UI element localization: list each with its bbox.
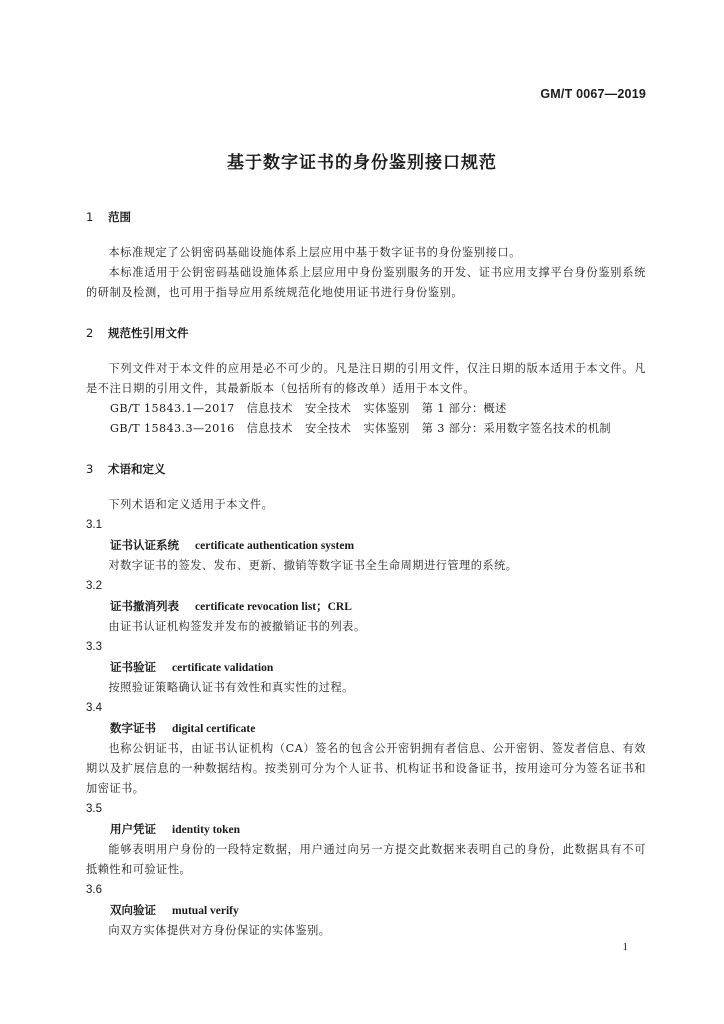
term-entry: [86, 900, 646, 921]
term-number: 3.4: [86, 702, 102, 714]
term-number: 3.2: [86, 580, 102, 592]
term-number: 3.6: [86, 884, 102, 896]
term-zh: 证书验证: [110, 660, 156, 674]
reference-code: GB/T 15843.3—2016: [110, 422, 235, 435]
reference-part: 第 1 部分：概述: [421, 402, 507, 415]
section-heading-normative-references: [86, 323, 646, 343]
term-en: identity token: [172, 824, 241, 836]
term-zh: 证书撤消列表: [110, 599, 179, 613]
paragraph: 本标准规定了公钥密码基础设施体系上层应用中基于数字证书的身份鉴别接口。: [108, 246, 521, 259]
term-number: 3.5: [86, 803, 102, 815]
section-heading-scope: [86, 207, 646, 227]
term-zh: 证书认证系统: [110, 538, 179, 552]
document-body: [86, 207, 646, 941]
reference-part: 信息技术: [246, 402, 294, 415]
reference-item: [86, 399, 646, 419]
term-en: certificate revocation list；CRL: [195, 601, 352, 613]
reference-part: 第 3 部分：采用数字签名技术的机制: [421, 422, 611, 435]
term-number: 3.1: [86, 519, 102, 531]
term-definition: 能够表明用户身份的一段特定数据，用户通过向另一方提交此数据来表明自己的身份，此数据具有不可抵赖性和可验证性。: [86, 843, 646, 876]
term-number: 3.3: [86, 641, 102, 653]
term-definition: 也称公钥证书，由证书认证机构（CA）签名的包含公开密钥拥有者信息、公开密钥、签发者信息、有效期以及扩展信息的一种数据结构。按类别可分为个人证书、机构证书和设备证书，按用途可分为签名证书和加密证书。: [86, 742, 646, 795]
reference-part: 实体鉴别: [363, 402, 410, 415]
term-entry: [86, 535, 646, 556]
reference-part: 实体鉴别: [363, 422, 410, 435]
term-definition: 对数字证书的签发、发布、更新、撤销等数字证书全生命周期进行管理的系统。: [108, 559, 518, 572]
reference-part: 信息技术: [246, 422, 294, 435]
reference-code: GB/T 15843.1—2017: [110, 402, 235, 415]
term-zh: 用户凭证: [110, 822, 156, 836]
term-entry: [86, 819, 646, 840]
document-title: 基于数字证书的身份鉴别接口规范: [227, 153, 497, 173]
paragraph: 下列术语和定义适用于本文件。: [108, 498, 274, 511]
paragraph: 下列文件对于本文件的应用是必不可少的。凡是注日期的引用文件，仅注日期的版本适用于本文件。凡是不注日期的引用文件，其最新版本（包括所有的修改单）适用于本文件。: [86, 362, 646, 395]
section-heading-terms: [86, 459, 646, 479]
section-number: 3: [86, 462, 94, 476]
section-title: 范围: [108, 210, 131, 224]
standard-code: GM/T 0067—2019: [540, 87, 646, 101]
reference-part: 安全技术: [305, 422, 352, 435]
page-number: 1: [622, 941, 628, 953]
term-en: certificate authentication system: [195, 540, 355, 552]
term-entry: [86, 657, 646, 678]
term-definition: 按照验证策略确认证书有效性和真实性的过程。: [108, 681, 354, 694]
term-entry: [86, 718, 646, 739]
term-zh: 数字证书: [110, 721, 156, 735]
term-en: certificate validation: [172, 662, 274, 674]
reference-part: 安全技术: [305, 402, 352, 415]
term-definition: 由证书认证机构签发并发布的被撤销证书的列表。: [108, 620, 366, 633]
paragraph: 本标准适用于公钥密码基础设施体系上层应用中身份鉴别服务的开发、证书应用支撑平台身份鉴别系统的研制及检测，也可用于指导应用系统规范化地使用证书进行身份鉴别。: [86, 266, 646, 299]
section-number: 1: [86, 210, 94, 224]
term-definition: 向双方实体提供对方身份保证的实体鉴别。: [108, 924, 331, 937]
term-entry: [86, 596, 646, 617]
reference-item: [86, 419, 646, 439]
section-number: 2: [86, 326, 94, 340]
section-title: 术语和定义: [108, 462, 166, 476]
term-en: mutual verify: [172, 905, 239, 917]
term-en: digital certificate: [172, 723, 256, 735]
term-zh: 双向验证: [110, 903, 156, 917]
section-title: 规范性引用文件: [108, 326, 189, 340]
